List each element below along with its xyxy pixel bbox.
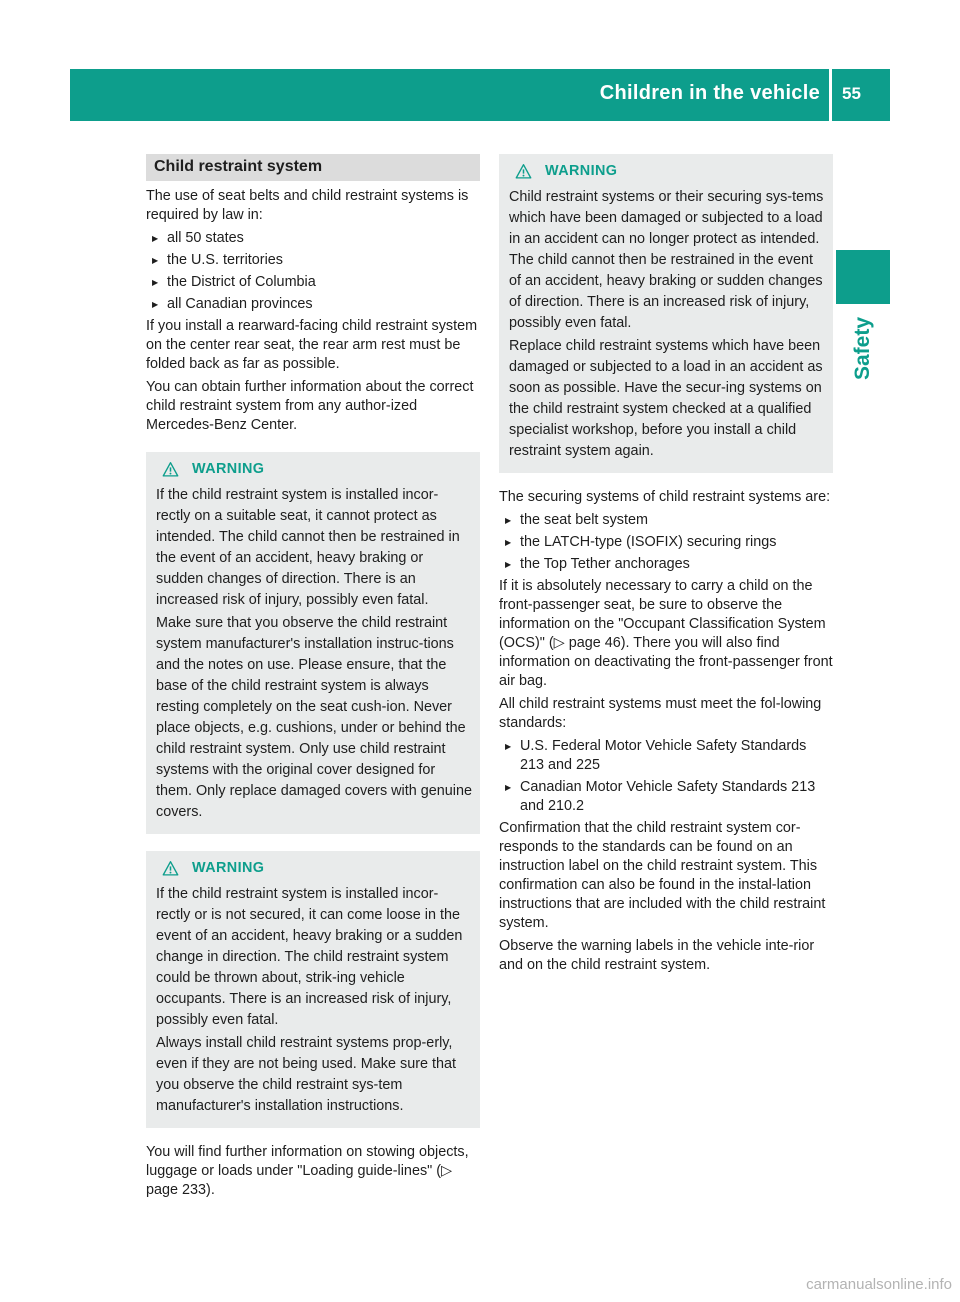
side-tab-label: Safety (851, 316, 874, 380)
header-divider (829, 69, 832, 121)
list-item: ▶ all Canadian provinces (146, 295, 480, 314)
page-number: 55 (842, 84, 861, 103)
list-item: ▶ the LATCH-type (ISOFIX) securing rings (499, 533, 833, 552)
page-header (70, 69, 890, 121)
body-paragraph: You can obtain further information about the correct child restraint system from any author-ized Mercedes-Benz Center. (146, 379, 474, 433)
list-item: ▶ U.S. Federal Motor Vehicle Safety Standards 213 and 225 (499, 737, 833, 775)
warning-triangle-icon (162, 860, 179, 877)
securing-systems-list (499, 511, 833, 574)
jurisdiction-list (146, 229, 480, 314)
warning-triangle-icon (162, 461, 179, 478)
list-item: ▶ the Top Tether anchorages (499, 555, 833, 574)
body-paragraph: Observe the warning labels in the vehicle inte-rior and on the child restraint system. (499, 938, 815, 973)
list-item: ▶ the U.S. territories (146, 251, 480, 270)
body-paragraph: If you install a rearward-facing child restraint system on the center rear seat, the rear arm rest must be folded back as far as possible. (146, 318, 478, 372)
body-paragraph: If it is absolutely necessary to carry a child on the front-passenger seat, be sure to observe the information on the "Occupant Classification System (OCS)" (▷ page 46). There you will also find information on deactivating the front-passenger front air bag. (499, 578, 833, 689)
site-watermark: carmanualsonline.info (806, 1276, 952, 1293)
warning-header (156, 857, 472, 879)
warning-title: WARNING (192, 860, 265, 876)
warning-text: If the child restraint system is installed incor-rectly on a suitable seat, it cannot protect as intended. The child cannot then be restrained in the event of an accident, heavy braking or sudden changes of direction. There is an increased risk of injury, possibly even fatal. (156, 487, 460, 608)
warning-box (499, 154, 833, 473)
warning-box (146, 452, 480, 834)
body-paragraph: Confirmation that the child restraint system cor-responds to the standards can be found on an instruction label on the child restraint system. This confirmation can also be found in the instal-lation instructions that are included with the child restraint system. (499, 820, 826, 931)
body-paragraph: You will find further information on stowing objects, luggage or loads under "Loading guide-lines" (▷ page 233). (146, 1144, 469, 1198)
warning-title: WARNING (192, 461, 265, 477)
warning-text: Make sure that you observe the child restraint system manufacturer's installation instruc-tions and the notes on use. Please ensure, that the base of the child restraint system is always resting completely on the seat cush-ion. Never place objects, e.g. cushions, under or behind the child restraint system. Only use child restraint systems with the original cover designed for them. Only replace damaged covers with genuine covers. (156, 615, 472, 820)
warning-box (146, 851, 480, 1128)
warning-text: Child restraint systems or their securing sys-tems which have been damaged or subjected to a load in an accident can no longer protect as intended. The child cannot then be restrained in the event of an accident, heavy braking or sudden changes of direction. There is an increased risk of injury, possibly even fatal. (509, 189, 824, 331)
body-paragraph: The securing systems of child restraint systems are: (499, 489, 831, 505)
list-item: ▶ the seat belt system (499, 511, 833, 530)
body-paragraph: All child restraint systems must meet the fol-lowing standards: (499, 696, 822, 731)
warning-text: If the child restraint system is installed incor-rectly or is not secured, it can come loose in the event of an accident, heavy braking or a sudden change in direction. The child restraint system could be thrown about, strik-ing vehicle occupants. There is an increased risk of injury, possibly even fatal. (156, 886, 463, 1028)
list-item: ▶ all 50 states (146, 229, 480, 248)
chapter-title: Children in the vehicle (599, 82, 820, 104)
right-column (499, 154, 833, 979)
section-heading: Child restraint system (146, 154, 480, 181)
left-column (146, 154, 480, 1204)
intro-text: The use of seat belts and child restraint systems is required by law in: (146, 188, 469, 223)
warning-title: WARNING (545, 163, 618, 179)
side-tab-marker (836, 250, 890, 304)
warning-triangle-icon (515, 163, 532, 180)
standards-list (499, 737, 833, 816)
warning-text: Always install child restraint systems prop-erly, even if they are not being used. Make sure that you observe the child restraint sys-tem manufacturer's installation instructions. (156, 1035, 456, 1114)
warning-header (509, 160, 825, 182)
list-item: ▶ Canadian Motor Vehicle Safety Standards 213 and 210.2 (499, 778, 833, 816)
list-item: ▶ the District of Columbia (146, 273, 480, 292)
warning-header (156, 458, 472, 480)
warning-text: Replace child restraint systems which have been damaged or subjected to a load in an accident as soon as possible. Have the secur-ing systems on the child restraint system checked at a qualified specialist workshop, before you install a child restraint system again. (509, 338, 823, 459)
